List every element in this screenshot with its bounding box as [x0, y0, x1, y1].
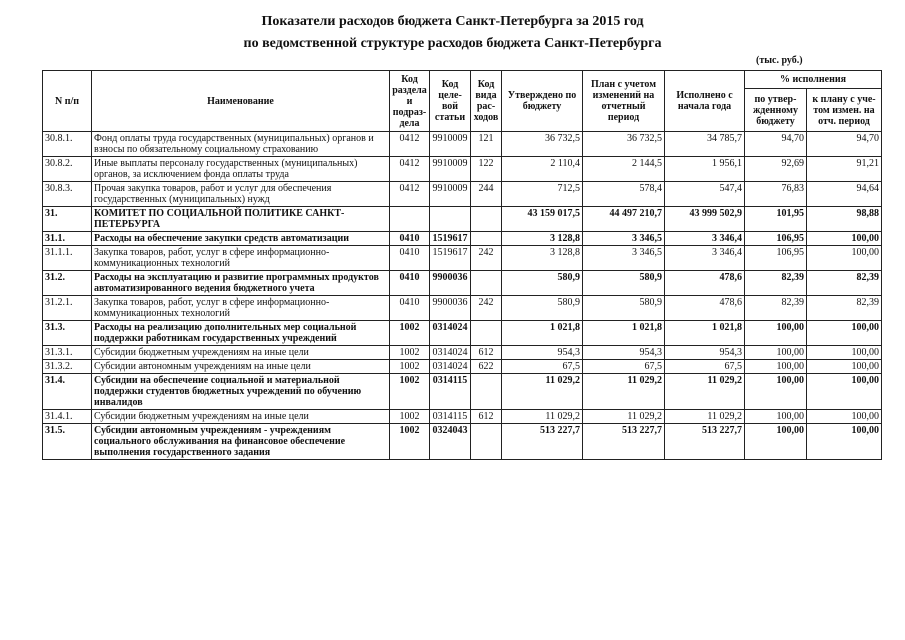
- cell-executed: 478,6: [665, 296, 745, 321]
- cell-approved: 11 029,2: [502, 410, 583, 424]
- cell-approved: 2 110,4: [502, 157, 583, 182]
- table-row: [43, 207, 882, 232]
- cell-pct-approved: 100,00: [745, 321, 807, 346]
- cell-pct-approved: 100,00: [745, 410, 807, 424]
- cell-vid: 622: [471, 360, 502, 374]
- cell-num: 31.3.2.: [43, 360, 92, 374]
- header-name: Наименование: [92, 71, 390, 132]
- cell-plan: 513 227,7: [583, 424, 665, 460]
- cell-name: Закупка товаров, работ, услуг в сфере информационно-коммуникационных технологий: [92, 246, 390, 271]
- cell-razdel: 1002: [390, 360, 430, 374]
- cell-vid: 244: [471, 182, 502, 207]
- cell-celevoy: 0314024: [430, 346, 471, 360]
- cell-razdel: 1002: [390, 346, 430, 360]
- cell-vid: [471, 271, 502, 296]
- cell-pct-approved: 82,39: [745, 271, 807, 296]
- cell-executed: 478,6: [665, 271, 745, 296]
- cell-num: 31.2.1.: [43, 296, 92, 321]
- cell-approved: 36 732,5: [502, 132, 583, 157]
- cell-pct-plan: 100,00: [807, 246, 882, 271]
- cell-vid: 121: [471, 132, 502, 157]
- cell-plan: 67,5: [583, 360, 665, 374]
- cell-executed: 547,4: [665, 182, 745, 207]
- cell-plan: 11 029,2: [583, 410, 665, 424]
- cell-name: Субсидии бюджетным учреждениям на иные цели: [92, 410, 390, 424]
- cell-approved: 513 227,7: [502, 424, 583, 460]
- header-vid: Код вида рас-ходов: [471, 71, 502, 132]
- cell-executed: 67,5: [665, 360, 745, 374]
- table-row: [43, 157, 882, 182]
- cell-vid: [471, 321, 502, 346]
- cell-approved: 1 021,8: [502, 321, 583, 346]
- cell-pct-plan: 100,00: [807, 374, 882, 410]
- cell-celevoy: 9910009: [430, 132, 471, 157]
- table-row: [43, 346, 882, 360]
- cell-vid: 612: [471, 410, 502, 424]
- cell-pct-approved: 100,00: [745, 424, 807, 460]
- cell-name: Расходы на реализацию дополнительных мер социальной поддержки работникам государственных учреждений: [92, 321, 390, 346]
- cell-vid: [471, 374, 502, 410]
- table-body: [43, 132, 882, 460]
- cell-vid: 612: [471, 346, 502, 360]
- cell-name: КОМИТЕТ ПО СОЦИАЛЬНОЙ ПОЛИТИКЕ САНКТ-ПЕТЕРБУРГА: [92, 207, 390, 232]
- cell-name: Расходы на обеспечение закупки средств автоматизации: [92, 232, 390, 246]
- header-executed: Исполнено с начала года: [665, 71, 745, 132]
- cell-name: Прочая закупка товаров, работ и услуг для обеспечения государственных (муниципальных) нужд: [92, 182, 390, 207]
- cell-celevoy: [430, 207, 471, 232]
- cell-executed: 11 029,2: [665, 374, 745, 410]
- cell-pct-approved: 94,70: [745, 132, 807, 157]
- cell-approved: 580,9: [502, 296, 583, 321]
- cell-celevoy: 0314024: [430, 360, 471, 374]
- cell-plan: 1 021,8: [583, 321, 665, 346]
- cell-plan: 580,9: [583, 271, 665, 296]
- cell-razdel: 1002: [390, 374, 430, 410]
- cell-razdel: 0410: [390, 232, 430, 246]
- cell-pct-approved: 101,95: [745, 207, 807, 232]
- cell-num: 31.3.1.: [43, 346, 92, 360]
- cell-approved: 954,3: [502, 346, 583, 360]
- cell-razdel: 0410: [390, 246, 430, 271]
- cell-executed: 954,3: [665, 346, 745, 360]
- cell-pct-plan: 100,00: [807, 346, 882, 360]
- cell-vid: 242: [471, 296, 502, 321]
- cell-pct-approved: 100,00: [745, 360, 807, 374]
- cell-plan: 578,4: [583, 182, 665, 207]
- cell-executed: 3 346,4: [665, 232, 745, 246]
- cell-razdel: 0410: [390, 271, 430, 296]
- cell-celevoy: 9910009: [430, 157, 471, 182]
- header-plan: План с учетом изменений на отчетный период: [583, 71, 665, 132]
- cell-executed: 1 021,8: [665, 321, 745, 346]
- table-row: [43, 271, 882, 296]
- cell-celevoy: 0314115: [430, 374, 471, 410]
- cell-pct-approved: 100,00: [745, 374, 807, 410]
- header-num: N п/п: [43, 71, 92, 132]
- cell-razdel: 0412: [390, 182, 430, 207]
- cell-name: Субсидии автономным учреждениям на иные цели: [92, 360, 390, 374]
- cell-pct-approved: 82,39: [745, 296, 807, 321]
- report-subtitle: по ведомственной структуре расходов бюджета Санкт-Петербурга: [243, 36, 662, 51]
- cell-name: Субсидии бюджетным учреждениям на иные цели: [92, 346, 390, 360]
- table-row: [43, 182, 882, 207]
- cell-pct-plan: 100,00: [807, 360, 882, 374]
- cell-pct-plan: 94,64: [807, 182, 882, 207]
- table-row: [43, 410, 882, 424]
- cell-executed: 513 227,7: [665, 424, 745, 460]
- table-row: [43, 321, 882, 346]
- cell-executed: 3 346,4: [665, 246, 745, 271]
- cell-pct-approved: 92,69: [745, 157, 807, 182]
- header-pct: % исполнения: [745, 71, 882, 89]
- cell-vid: [471, 232, 502, 246]
- cell-plan: 11 029,2: [583, 374, 665, 410]
- cell-pct-plan: 82,39: [807, 271, 882, 296]
- cell-pct-plan: 100,00: [807, 410, 882, 424]
- header-approved: Утверждено по бюджету: [502, 71, 583, 132]
- cell-pct-plan: 82,39: [807, 296, 882, 321]
- cell-plan: 44 497 210,7: [583, 207, 665, 232]
- header-pct-approved: по утвер-жденному бюджету: [745, 89, 807, 132]
- cell-approved: 712,5: [502, 182, 583, 207]
- cell-vid: [471, 424, 502, 460]
- cell-pct-approved: 76,83: [745, 182, 807, 207]
- table-row: [43, 232, 882, 246]
- cell-name: Фонд оплаты труда государственных (муниципальных) органов и взносы по обязательному социальному страхованию: [92, 132, 390, 157]
- cell-celevoy: 1519617: [430, 232, 471, 246]
- cell-approved: 67,5: [502, 360, 583, 374]
- cell-name: Расходы на эксплуатацию и развитие программных продуктов автоматизированного ведения бюджетного учета: [92, 271, 390, 296]
- cell-num: 31.4.: [43, 374, 92, 410]
- cell-razdel: 1002: [390, 321, 430, 346]
- cell-plan: 954,3: [583, 346, 665, 360]
- cell-celevoy: 1519617: [430, 246, 471, 271]
- budget-table: [42, 70, 882, 460]
- cell-name: Субсидии на обеспечение социальной и материальной поддержки студентов бюджетных учреждений по обучению инвалидов: [92, 374, 390, 410]
- cell-vid: [471, 207, 502, 232]
- cell-name: Закупка товаров, работ, услуг в сфере информационно-коммуникационных технологий: [92, 296, 390, 321]
- cell-razdel: 0412: [390, 157, 430, 182]
- cell-celevoy: 9900036: [430, 296, 471, 321]
- cell-approved: 580,9: [502, 271, 583, 296]
- cell-executed: 11 029,2: [665, 410, 745, 424]
- cell-plan: 3 346,5: [583, 232, 665, 246]
- cell-pct-plan: 91,21: [807, 157, 882, 182]
- header-pct-plan: к плану с уче-том измен. на отч. период: [807, 89, 882, 132]
- cell-executed: 43 999 502,9: [665, 207, 745, 232]
- cell-approved: 3 128,8: [502, 232, 583, 246]
- cell-razdel: 1002: [390, 424, 430, 460]
- cell-razdel: 0412: [390, 132, 430, 157]
- cell-num: 30.8.2.: [43, 157, 92, 182]
- cell-name: Иные выплаты персоналу государственных (муниципальных) органов, за исключением фонда оплаты труда: [92, 157, 390, 182]
- cell-num: 31.1.1.: [43, 246, 92, 271]
- cell-num: 31.3.: [43, 321, 92, 346]
- cell-razdel: 1002: [390, 410, 430, 424]
- table-row: [43, 246, 882, 271]
- cell-vid: 242: [471, 246, 502, 271]
- cell-vid: 122: [471, 157, 502, 182]
- cell-plan: 36 732,5: [583, 132, 665, 157]
- cell-executed: 34 785,7: [665, 132, 745, 157]
- cell-celevoy: 0314115: [430, 410, 471, 424]
- cell-executed: 1 956,1: [665, 157, 745, 182]
- report-title: Показатели расходов бюджета Санкт-Петербурга за 2015 год: [261, 14, 644, 29]
- cell-num: 31.5.: [43, 424, 92, 460]
- cell-razdel: [390, 207, 430, 232]
- header-celevoy: Код целе-вой статьи: [430, 71, 471, 132]
- cell-pct-plan: 98,88: [807, 207, 882, 232]
- cell-pct-plan: 100,00: [807, 321, 882, 346]
- cell-num: 30.8.1.: [43, 132, 92, 157]
- cell-approved: 11 029,2: [502, 374, 583, 410]
- table-row: [43, 424, 882, 460]
- cell-plan: 2 144,5: [583, 157, 665, 182]
- cell-celevoy: 9910009: [430, 182, 471, 207]
- units-label: (тыс. руб.): [756, 55, 803, 66]
- table-row: [43, 374, 882, 410]
- cell-pct-plan: 100,00: [807, 232, 882, 246]
- cell-celevoy: 9900036: [430, 271, 471, 296]
- cell-plan: 3 346,5: [583, 246, 665, 271]
- cell-approved: 3 128,8: [502, 246, 583, 271]
- cell-pct-approved: 100,00: [745, 346, 807, 360]
- cell-num: 30.8.3.: [43, 182, 92, 207]
- cell-pct-plan: 94,70: [807, 132, 882, 157]
- cell-num: 31.2.: [43, 271, 92, 296]
- cell-razdel: 0410: [390, 296, 430, 321]
- header-razdel: Код раздела и подраз-дела: [390, 71, 430, 132]
- cell-approved: 43 159 017,5: [502, 207, 583, 232]
- cell-num: 31.: [43, 207, 92, 232]
- cell-celevoy: 0314024: [430, 321, 471, 346]
- cell-celevoy: 0324043: [430, 424, 471, 460]
- table-row: [43, 360, 882, 374]
- table-row: [43, 296, 882, 321]
- cell-name: Субсидии автономным учреждениям - учреждениям социального обслуживания на финансовое обеспечение выполнения государственного задания: [92, 424, 390, 460]
- cell-num: 31.4.1.: [43, 410, 92, 424]
- cell-pct-plan: 100,00: [807, 424, 882, 460]
- table-row: [43, 132, 882, 157]
- cell-pct-approved: 106,95: [745, 232, 807, 246]
- cell-pct-approved: 106,95: [745, 246, 807, 271]
- cell-num: 31.1.: [43, 232, 92, 246]
- cell-plan: 580,9: [583, 296, 665, 321]
